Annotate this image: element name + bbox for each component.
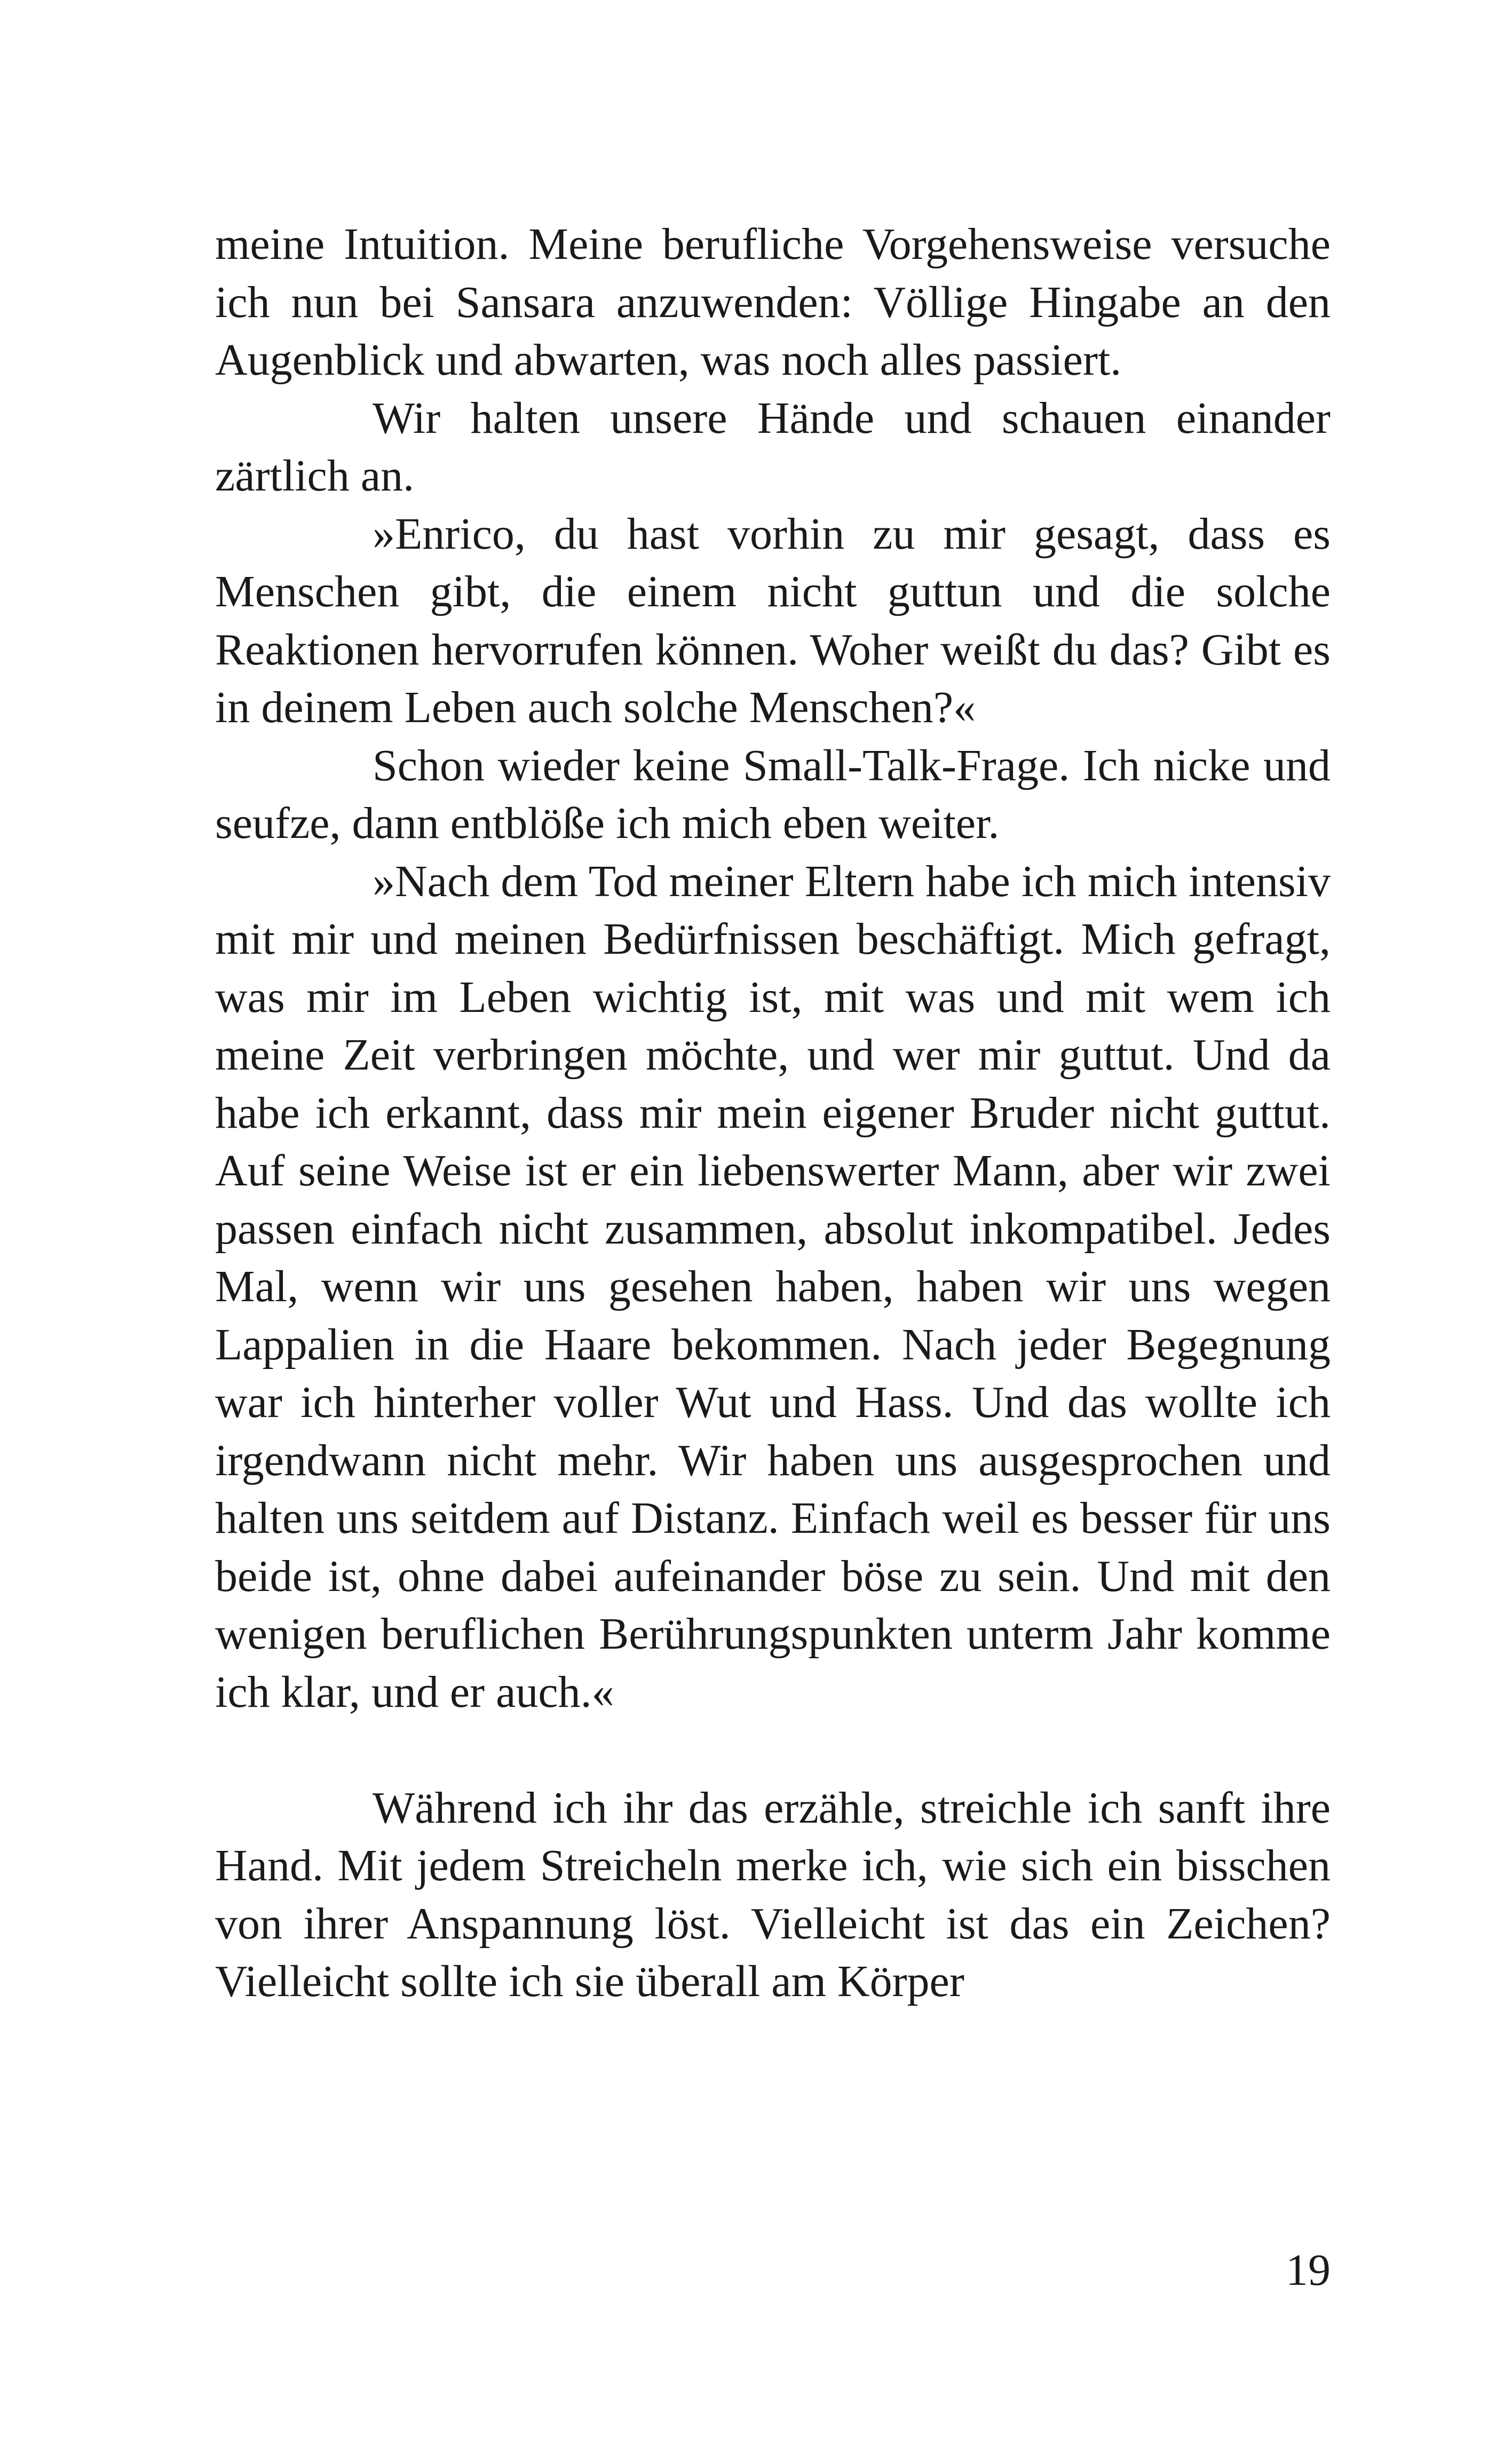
paragraph-4: Schon wieder keine Small-Talk-Frage. Ich nicke und seufze, dann entblöße ich mich eben weiter.	[215, 740, 1331, 848]
body-text	[215, 216, 1331, 2011]
paragraph-1: meine Intuition. Meine berufliche Vorgehensweise versuche ich nun bei Sansara anzuwenden: Völlige Hingabe an den Augenblick und abwarten, was noch alles passiert.	[215, 219, 1331, 385]
page-number: 19	[1286, 2245, 1331, 2295]
paragraph-3: »Enrico, du hast vorhin zu mir gesagt, dass es Menschen gibt, die einem nicht guttun und die solche Reaktionen hervorrufen können. Woher weißt du das? Gibt es in deinem Leben auch solche Menschen?«	[215, 509, 1331, 732]
paragraph-6: Während ich ihr das erzähle, streichle ich sanft ihre Hand. Mit jedem Streicheln merke ich, wie sich ein bisschen von ihrer Anspannung löst. Vielleicht ist das ein Zeichen? Vielleicht sollte ich sie überall am Körper	[215, 1783, 1331, 2006]
paragraph-2: Wir halten unsere Hände und schauen einander zärtlich an.	[215, 393, 1331, 501]
scene-break	[215, 1721, 1331, 1779]
paragraph-5: »Nach dem Tod meiner Eltern habe ich mich intensiv mit mir und meinen Bedürfnissen beschäftigt. Mich gefragt, was mir im Leben wichtig ist, mit was und mit wem ich meine Zeit verbringen möchte, und wer mir guttut. Und da habe ich erkannt, dass mir mein eigener Bruder nicht guttut. Auf seine Weise ist er ein liebenswerter Mann, aber wir zwei passen einfach nicht zusammen, absolut inkompatibel. Jedes Mal, wenn wir uns gesehen haben, haben wir uns wegen Lappalien in die Haare bekommen. Nach jeder Begegnung war ich hinterher voller Wut und Hass. Und das wollte ich irgendwann nicht mehr. Wir haben uns ausgesprochen und halten uns seitdem auf Distanz. Einfach weil es besser für uns beide ist, ohne dabei aufeinander böse zu sein. Und mit den wenigen beruflichen Berührungspunkten unterm Jahr komme ich klar, und er auch.«	[215, 856, 1331, 1717]
